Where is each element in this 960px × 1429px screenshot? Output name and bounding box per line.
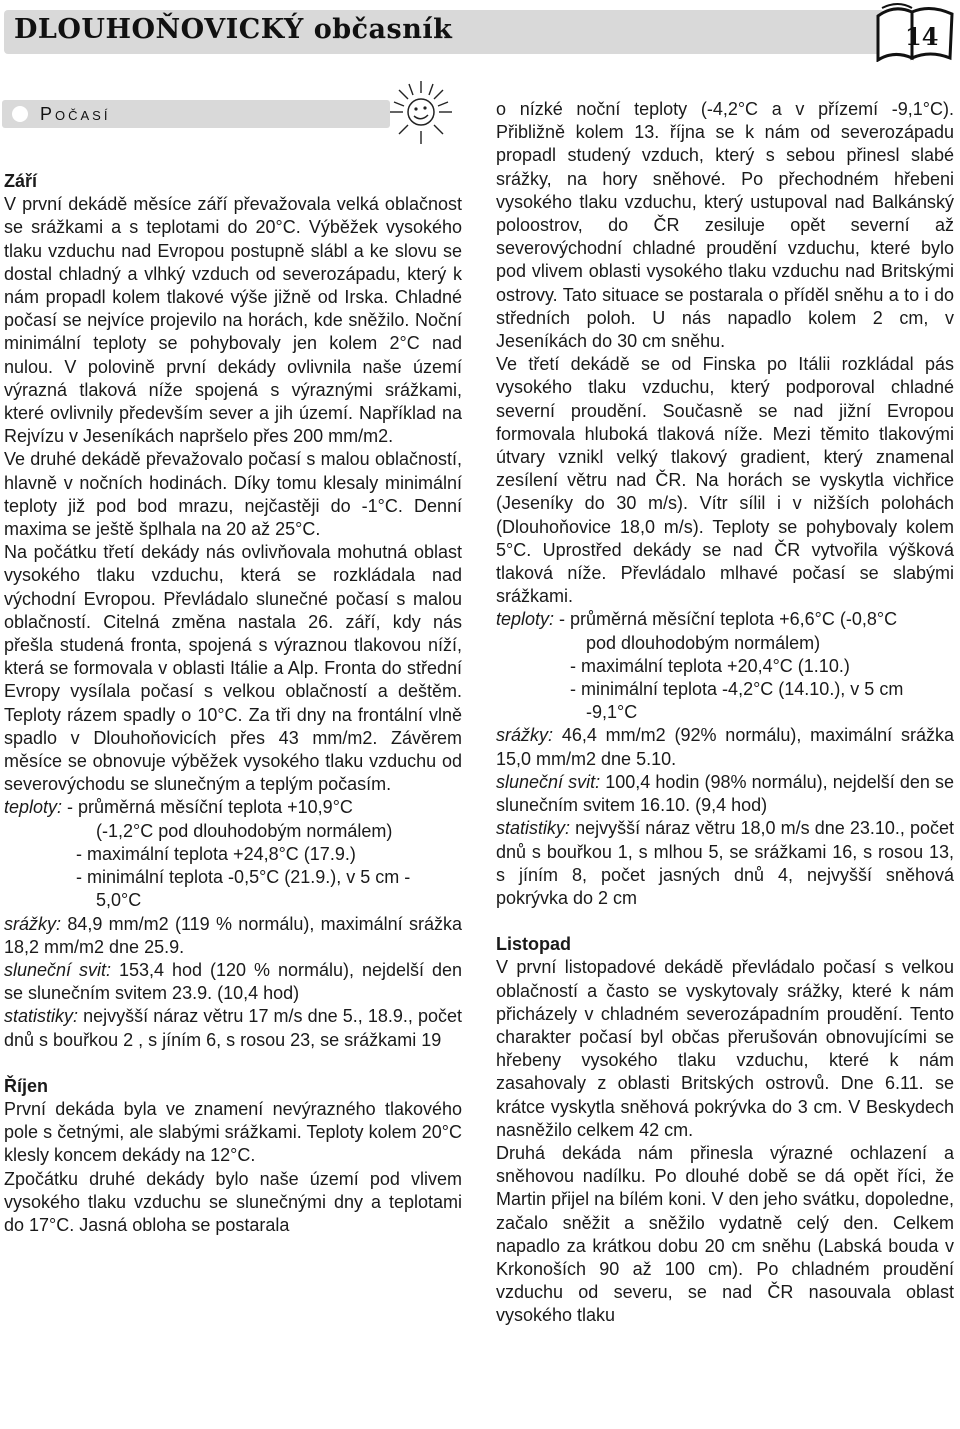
temperature-line: teploty: - průměrná měsíční teplota +6,6°C (-0,8°C xyxy=(496,609,898,630)
left-column xyxy=(4,170,462,1237)
paragraph: o nízké noční teploty (-4,2°C a v přízemí -9,1°C). Přibližně kolem 13. října se k nám od severozápadu propadl studený vzduch, který s sebou přinesl slabé srážky, na hory sněhové. Po přechodném hřebeni vysokého tlaku vzduchu, který ustupoval nad Balkánský poloostrov, do ČR zesiluje opět severní až severovýchodní chladné proudění vzduchu, které bylo pod vlivem oblasti vysokého tlaku vzduchu nad Britskými ostrovy. Tato situace se postarala o příděl sněhu a to i do středních poloh. U nás napadlo kolem 2 cm, v Jeseníkách do 30 cm sněhu. xyxy=(496,99,954,352)
temperature-line: - maximální teplota +24,8°C (17.9.) xyxy=(76,843,356,864)
paragraph: Na počátku třetí dekády nás ovlivňovala mohutná oblast vysokého tlaku vzduchu, která se rozkládala nad východní Evropou. Převládalo slunečné počasí s malou oblačností. Citelná změna nastala 26. září, kdy nás přešla studená fronta, spojená s výraznou tlakovou níží, která se formovala v oblasti Itálie a Alp. Fronta do střední Evropy vysílala počasí s velkou oblačností a deštěm. Teploty rázem spadly o 10°C. Za tři dny na frontální vlně spadlo v Dlouhoňovicích přes 43 mm/m2. Závěrem měsíce se obnovuje výběžek vysokého tlaku vzduchu od severovýchodu se slunečným a teplým počasím. xyxy=(4,542,462,795)
paragraph: Druhá dekáda nám přinesla výrazné ochlazení a sněhovou nadílku. Po dlouhé době se dá opět říci, že Martin přijel na bílém koni. V den jeho svátku, dopoledne, začalo sněžit a sněžilo vydatně celý den. Celkem napadlo za krátkou dobu 20 cm sněhu (Labská bouda v Krkonoších 90 až 100 cm). Po chladném proudění vzduchu od severu, se nad ČR nasouvala oblast vysokého tlaku xyxy=(496,1142,954,1326)
newsletter-title: DLOUHOŇOVICKÝ občasník xyxy=(14,14,453,45)
paragraph: První dekáda byla ve znamení nevýrazného tlakového pole s četnými, ale slabými srážkami. Teploty kolem 20°C klesly koncem dekády na 12°C. xyxy=(4,1098,462,1166)
right-column xyxy=(496,98,954,1328)
temperature-line: -9,1°C xyxy=(586,702,638,723)
smiling-sun-icon xyxy=(388,78,454,148)
paragraph: Ve třetí dekádě se od Finska po Itálii rozkládal pás vysokého tlaku vzduchu, který podporoval chladné severní proudění. Současně se nad jižní Evropou formovala hluboká tlaková níže. Mezi těmito tlakovými útvary vznikl velký tlakový gradient, který znamenal zesílení větru nad ČR. Na horách se vyskytla vichřice (Jeseníky do 30 m/s). Vítr sílil i v nižších polohách (Dlouhoňovice 18,0 m/s). Teploty se pohybovaly kolem 5°C. Uprostřed dekády se nad ČR vytvořila výšková tlaková níže. Převládalo mlhavé počasí se slabými srážkami. xyxy=(496,354,954,607)
precipitation-stat: srážky: 84,9 mm/m2 (119 % normálu), maximální srážka 18,2 mm/m2 dne 25.9. xyxy=(4,913,462,957)
precipitation-stat: srážky: 46,4 mm/m2 (92% normálu), maximální srážka 15,0 mm/m2 dne 5.10. xyxy=(496,725,954,769)
sunshine-stat: sluneční svit: 100,4 hodin (98% normálu), nejdelší den se slunečním svitem 16.10. (9,4 hod) xyxy=(496,771,954,816)
page-number: 14 xyxy=(905,22,939,51)
temperature-line: - minimální teplota -4,2°C (14.10.), v 5 cm xyxy=(570,679,904,700)
heading-listopad: Listopad xyxy=(496,934,571,955)
heading-zari: Září xyxy=(4,171,38,191)
sunshine-stat: sluneční svit: 153,4 hod (120 % normálu), nejdelší den se slunečním svitem 23.9. (10,4 hod) xyxy=(4,959,462,1004)
temperature-line: - maximální teplota +20,4°C (1.10.) xyxy=(570,655,850,676)
statistics-stat: statistiky: nejvyšší náraz větru 18,0 m/s dne 23.10., počet dnů s bouřkou 1, s mlhou 5, se srážkami 16, s rosou 13, s jíním 8, počet jasných dnů 4, nejvyšší sněhová pokrývka do 2 cm xyxy=(496,818,954,908)
bullet-dot-icon xyxy=(12,106,28,122)
temperature-line: (-1,2°C pod dlouhodobým normálem) xyxy=(96,820,393,841)
section-title: Počasí xyxy=(40,104,111,124)
temperature-label: teploty: xyxy=(496,609,555,630)
statistics-stat: statistiky: nejvyšší náraz větru 17 m/s dne 5., 18.9., počet dnů s bouřkou 2 , s jíním 6, s rosou 23, se srážkami 19 xyxy=(4,1006,462,1050)
temperature-label: teploty: xyxy=(4,797,63,818)
heading-rijen: Říjen xyxy=(4,1075,49,1096)
paragraph: Ve druhé dekádě převažovalo počasí s malou oblačností, hlavně v nočních hodinách. Díky tomu klesaly minimální teploty již pod bod mrazu, nejčastěji do -1°C. Denní maxima se ještě šplhala na 20 až 25°C. xyxy=(4,449,462,540)
paragraph: V první dekádě měsíce září převažovala velká oblačnost se srážkami a s teplotami do 20°C. Výběžek vysokého tlaku vzduchu nad Evropou postupně slábl a ke slovu se dostal chladný a vlhký vzduch od severozápadu, který k nám propadl kolem tlakové výše jižně od Irska. Chladné počasí se nejvíce projevilo na horách, kde sněžilo. Noční minimální teploty se pohybovaly jen kolem 2°C nad nulou. V polovině první dekády ovlivnila naše území výrazná tlaková níže spojená s výraznými srážkami, které ovlivnily především sever a jih území. Například na Rejvízu v Jeseníkách napršelo přes 200 mm/m2. xyxy=(4,194,462,447)
temperature-line: pod dlouhodobým normálem) xyxy=(586,632,821,653)
temperature-line: 5,0°C xyxy=(96,890,142,911)
paragraph: Zpočátku druhé dekády bylo naše území pod vlivem vysokého tlaku vzduchu se slunečnými dny a teplotami do 17°C. Jasná obloha se postarala xyxy=(4,1168,462,1235)
temperature-line: - minimální teplota -0,5°C (21.9.), v 5 cm - xyxy=(76,867,411,888)
paragraph: V první listopadové dekádě převládalo počasí s velkou oblačností a často se vyskytovaly srážky, které k nám přicházely v chladném severozápadním proudění. Tento charakter počasí byl občas přerušován obnovujícími se hřebeny vysokého tlaku vzduchu, které k nám zasahovaly z oblasti Britských ostrovů. Dne 6.11. se krátce vyskytla sněhová pokrývka do 3 cm. V Beskydech nasněžilo celkem 42 cm. xyxy=(496,957,954,1140)
temperature-line: teploty: - průměrná měsíční teplota +10,9°C xyxy=(4,797,353,818)
